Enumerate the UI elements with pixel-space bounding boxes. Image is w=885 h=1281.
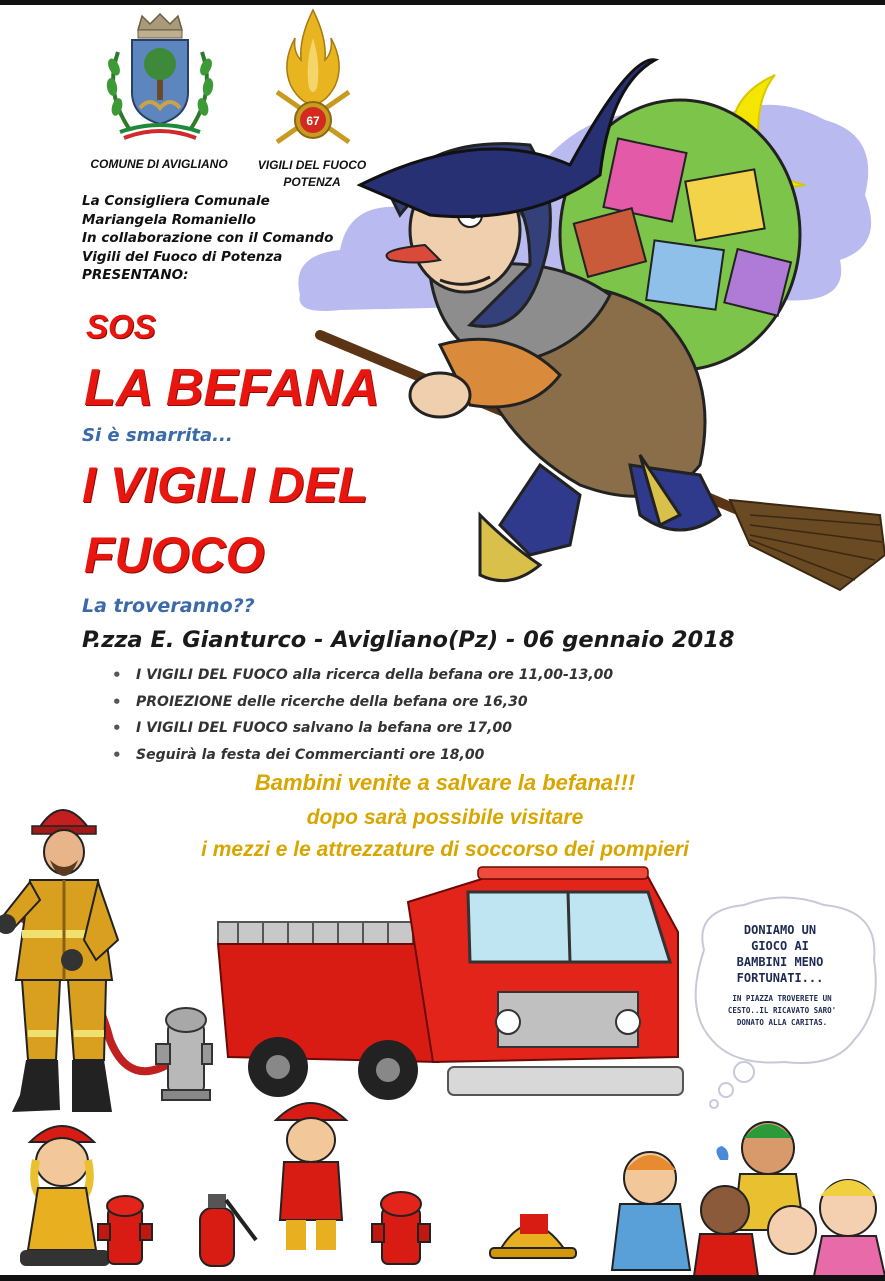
befana-illustration bbox=[280, 45, 885, 615]
program-list bbox=[112, 667, 613, 773]
comune-caption: COMUNE DI AVIGLIANO bbox=[90, 157, 228, 171]
headline-befana: LA BEFANA bbox=[84, 359, 380, 417]
intro-line: Vigili del Fuoco di Potenza bbox=[82, 248, 283, 265]
cta-line2: dopo sarà possibile visitare bbox=[306, 806, 584, 829]
program-item: • I VIGILI DEL FUOCO alla ricerca della befana ore 11,00-13,00 bbox=[112, 667, 613, 694]
intro-line: PRESENTANO: bbox=[82, 267, 189, 283]
bubble-small-line: CESTO..IL RICAVATO SARO' bbox=[727, 1006, 837, 1015]
vvf-caption-line1: VIGILI DEL FUOCO bbox=[257, 158, 367, 172]
bubble-line: FORTUNATI... bbox=[736, 971, 824, 985]
bubble-main-text bbox=[700, 922, 860, 986]
group-of-children bbox=[612, 1122, 885, 1276]
bottom-cartoon-strip bbox=[0, 1090, 885, 1276]
fire-truck-illustration bbox=[208, 862, 688, 1112]
intro-line: La Consigliera Comunale bbox=[82, 193, 270, 209]
bottom-border bbox=[0, 1275, 885, 1281]
vvf-caption-line2: POTENZA bbox=[283, 175, 341, 189]
bubble-small-text bbox=[702, 993, 862, 1029]
bubble-small-line: DONATO ALLA CARITAS. bbox=[736, 1018, 828, 1027]
intro-line: In collaborazione con il Comando bbox=[82, 230, 334, 246]
bubble-line: DONIAMO UN bbox=[743, 923, 817, 937]
top-border bbox=[0, 0, 885, 5]
program-item: • Seguirà la festa dei Commercianti ore 18,00 bbox=[112, 747, 613, 774]
intro-block bbox=[82, 192, 382, 285]
program-item: • PROIEZIONE delle ricerche della befana ore 16,30 bbox=[112, 694, 613, 721]
headline-lost: Si è smarrita... bbox=[82, 425, 233, 446]
program-item: • I VIGILI DEL FUOCO salvano la befana ore 17,00 bbox=[112, 720, 613, 747]
firefighter-illustration bbox=[0, 790, 215, 1125]
cta-line3: i mezzi e le attrezzature di soccorso dei pompieri bbox=[201, 838, 689, 861]
red-hydrant-center bbox=[372, 1192, 430, 1264]
cta-line1: Bambini venite a salvare la befana!!! bbox=[254, 770, 636, 795]
vvf-badge-number: 67 bbox=[306, 114, 320, 128]
intro-line: Mariangela Romaniello bbox=[82, 211, 256, 228]
event-place-date: P.zza E. Gianturco - Avigliano(Pz) - 06 gennaio 2018 bbox=[82, 627, 735, 653]
bubble-small-line: IN PIAZZA TROVERETE UN bbox=[732, 994, 832, 1003]
comune-avigliano-crest bbox=[100, 12, 220, 142]
headline-question: La troveranno?? bbox=[82, 595, 255, 617]
headline-sos: SOS bbox=[86, 308, 156, 345]
kid-firefighter-boy bbox=[276, 1103, 346, 1250]
fire-extinguisher bbox=[200, 1194, 256, 1266]
kid-firefighter-girl bbox=[20, 1126, 110, 1266]
bubble-line: BAMBINI MENO bbox=[736, 955, 824, 969]
bubble-line: GIOCO AI bbox=[751, 939, 809, 953]
headline-vigili-line1: I VIGILI DEL bbox=[82, 457, 369, 513]
firefighter-helmet bbox=[490, 1214, 576, 1258]
headline-vigili-line2: FUOCO bbox=[84, 527, 265, 583]
